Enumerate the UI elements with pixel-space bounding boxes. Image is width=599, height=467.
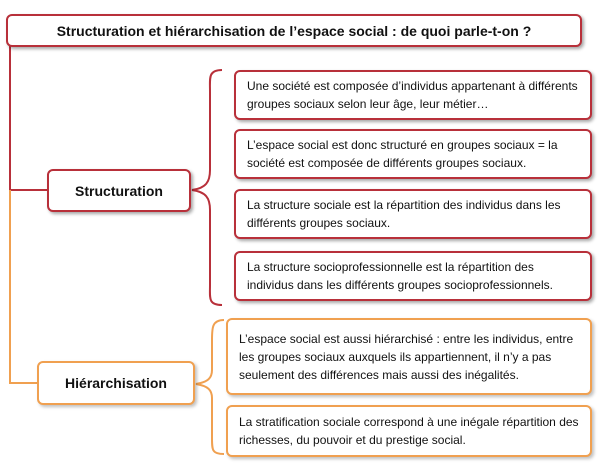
hierarchisation-brace [196, 320, 224, 454]
title-to-structuration-connector [10, 45, 48, 190]
structuration-item-4-text: La structure socioprofessionnelle est la répartition des individus dans les différents groupes socioprofessionnels. [247, 260, 553, 292]
hierarchisation-item-1 [226, 318, 592, 395]
structuration-item-2 [234, 129, 592, 179]
title-to-hierarchisation-connector [10, 190, 38, 383]
diagram-title-text: Structuration et hiérarchisation de l’espace social : de quoi parle-t-on ? [56, 22, 532, 39]
diagram-title [6, 14, 582, 47]
hierarchisation-label: Hiérarchisation [65, 375, 167, 391]
structuration-item-4 [234, 251, 592, 301]
structuration-item-3-text: La structure sociale est la répartition des individus dans les différents groupes sociaux. [247, 198, 561, 230]
structuration-label: Structuration [75, 182, 163, 199]
hierarchisation-node [37, 361, 195, 405]
hierarchisation-item-2 [226, 405, 592, 457]
hierarchisation-item-2-text: La stratification sociale correspond à une inégale répartition des richesses, du pouvoir et du prestige social. [239, 415, 579, 447]
structuration-item-3 [234, 189, 592, 239]
structuration-item-1-text: Une société est composée d’individus appartenant à différents groupes sociaux selon leur âge, leur métier… [247, 79, 578, 111]
structuration-brace [192, 70, 222, 305]
structuration-node [47, 169, 191, 212]
hierarchisation-item-1-text: L’espace social est aussi hiérarchisé : entre les individus, entre les groupes sociaux auxquels ils appartiennent, il n’y a pas seulement des différences mais aussi des inégalités. [239, 331, 574, 382]
structuration-item-2-text: L’espace social est donc structuré en groupes sociaux = la société est composée de différents groupes sociaux. [247, 138, 558, 170]
structuration-item-1 [234, 70, 592, 120]
